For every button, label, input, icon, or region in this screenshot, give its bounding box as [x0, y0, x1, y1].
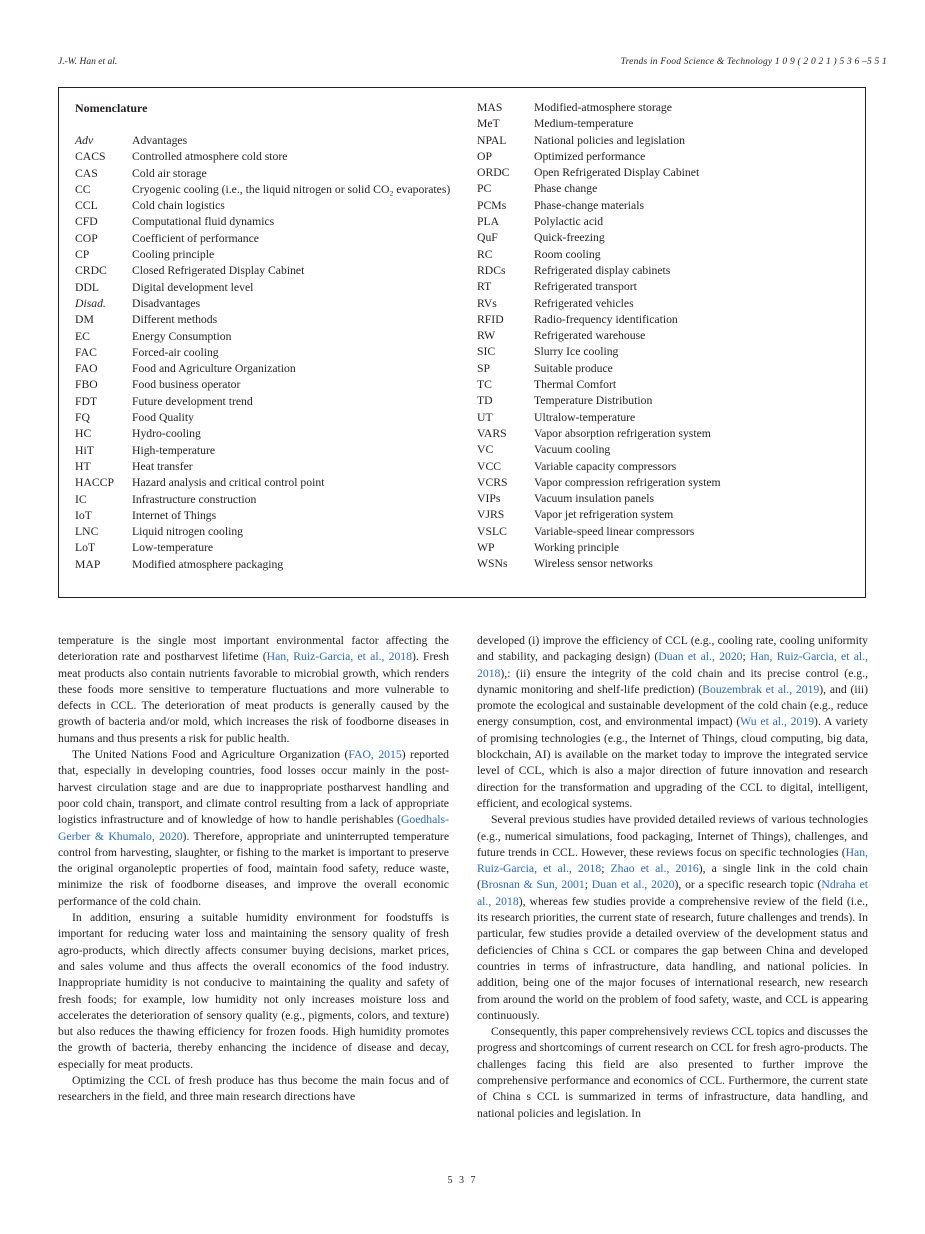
nomenclature-entry — [477, 377, 869, 393]
body-paragraph — [477, 1024, 868, 1122]
nomenclature-abbr: CAS — [75, 166, 98, 180]
body-paragraph — [58, 633, 449, 747]
nomenclature-entry — [75, 231, 467, 247]
nomenclature-entry — [477, 491, 869, 507]
nomenclature-definition: Modified atmosphere packaging — [132, 557, 284, 571]
nomenclature-abbr: CRDC — [75, 264, 107, 278]
nomenclature-definition: Hydro-cooling — [132, 427, 201, 441]
nomenclature-definition: Liquid nitrogen cooling — [132, 525, 244, 539]
nomenclature-entry — [75, 394, 467, 410]
nomenclature-entry — [75, 312, 467, 328]
nomenclature-entry — [75, 329, 467, 345]
nomenclature-entry — [75, 247, 467, 263]
nomenclature-entry — [477, 133, 869, 149]
nomenclature-abbr: RVs — [477, 296, 497, 310]
nomenclature-abbr: RT — [477, 280, 492, 294]
body-paragraph — [477, 633, 868, 812]
nomenclature-abbr: HT — [75, 459, 91, 473]
nomenclature-entry — [75, 263, 467, 279]
nomenclature-definition: Disadvantages — [132, 296, 201, 310]
nomenclature-abbr: FDT — [75, 394, 98, 408]
nomenclature-definition: High-temperature — [132, 443, 216, 457]
nomenclature-title: Nomenclature — [75, 101, 148, 115]
nomenclature-abbr: VCC — [477, 459, 502, 473]
nomenclature-abbr: FAO — [75, 362, 98, 376]
nomenclature-definition: Open Refrigerated Display Cabinet — [534, 166, 700, 180]
nomenclature-abbr: FQ — [75, 411, 90, 425]
nomenclature-entry — [75, 557, 467, 573]
nomenclature-definition: Modified-atmosphere storage — [534, 101, 672, 114]
nomenclature-definition: Cooling principle — [132, 248, 215, 262]
nomenclature-abbr: QuF — [477, 231, 498, 245]
nomenclature-abbr: OP — [477, 149, 492, 163]
nomenclature-entry — [75, 166, 467, 182]
nomenclature-definition: Working principle — [534, 541, 620, 555]
citation-link[interactable]: Wu et al., 2019 — [740, 715, 815, 729]
nomenclature-entry — [477, 181, 869, 197]
nomenclature-definition: Temperature Distribution — [534, 394, 653, 408]
nomenclature-abbr: HC — [75, 427, 92, 441]
nomenclature-entry — [75, 345, 467, 361]
citation-link[interactable]: Ndraha et al., 2018 — [477, 878, 869, 908]
paragraph-text: ), or a specific research topic ( — [674, 878, 822, 892]
nomenclature-abbr: WP — [477, 541, 495, 555]
body-paragraph — [58, 910, 449, 1073]
nomenclature-abbr: CC — [75, 182, 91, 196]
nomenclature-definition: Infrastructure construction — [132, 492, 257, 506]
nomenclature-definition: Vacuum insulation panels — [534, 492, 655, 506]
nomenclature-definition: Variable capacity compressors — [534, 459, 677, 473]
nomenclature-definition: Slurry Ice cooling — [534, 345, 619, 359]
nomenclature-definition: Vapor compression refrigeration system — [534, 475, 721, 489]
nomenclature-entry — [75, 524, 467, 540]
nomenclature-abbr: SIC — [477, 345, 496, 359]
nomenclature-definition: Cryogenic cooling (i.e., the liquid nitrogen or solid CO₂ evaporates) — [132, 182, 451, 196]
citation-link[interactable]: Han, Ruiz-Garcia, et al., 2018 — [477, 650, 869, 680]
paragraph-text: ). Fresh meat products also contain nutrients favorable to microbial growth, which renders these foods more sensitive to temperature fluctuations and more vulnerable to defects in CCL. The deterioration of meat products is generally caused by the growth of bacteria and/or mold, which increases the risk of foodborne diseases in humans and thus presents a risk for public health. — [58, 650, 449, 745]
nomenclature-definition: Radio-frequency identification — [534, 312, 678, 326]
nomenclature-abbr: VJRS — [477, 508, 505, 522]
nomenclature-definition: Ultralow-temperature — [534, 410, 636, 424]
nomenclature-definition: Medium-temperature — [534, 117, 634, 131]
nomenclature-definition: Room cooling — [534, 247, 601, 261]
nomenclature-entry — [75, 540, 467, 556]
paragraph-text: ), whereas few studies provide a comprehensive review of the field (i.e., its research priorities, the current state of research, future challenges and trends). In particular, few studies provide a detailed overview of the development status and deficiencies of China s CCL or compares the gap between China and developed countries in terms of infrastructure, data handling, and national policies. In addition, being one of the major focuses of international research, new research from around the world on the problem of food safety, waste, and CCL is appearing continuously. — [477, 894, 869, 1022]
nomenclature-definition: Wireless sensor networks — [534, 557, 653, 571]
citation-link[interactable]: Han, Ruiz-Garcia, et al., 2018 — [477, 845, 868, 876]
nomenclature-definition: Internet of Things — [132, 508, 217, 522]
nomenclature-entry — [477, 426, 869, 442]
nomenclature-entry — [75, 296, 467, 312]
paragraph-text: ), a single link in the cold chain ( — [477, 862, 868, 892]
nomenclature-abbr: IC — [75, 492, 87, 506]
nomenclature-abbr: RFID — [477, 312, 504, 326]
nomenclature-entry — [75, 182, 467, 198]
nomenclature-entry — [75, 443, 467, 459]
nomenclature-definition: Controlled atmosphere cold store — [132, 150, 288, 164]
nomenclature-definition: Optimized performance — [534, 149, 646, 163]
body-column-left — [58, 633, 449, 1106]
paragraph-text: temperature is the single most important environmental factor affecting the deterioration rate and postharvest lifetime ( — [58, 634, 449, 664]
nomenclature-entry — [75, 492, 467, 508]
nomenclature-abbr: TD — [477, 394, 493, 408]
citation-link[interactable]: Zhao et al., 2016 — [610, 862, 699, 876]
nomenclature-abbr: MAP — [75, 557, 101, 571]
nomenclature-left-column — [75, 133, 467, 573]
nomenclature-abbr: WSNs — [477, 557, 508, 571]
nomenclature-definition: Closed Refrigerated Display Cabinet — [132, 264, 305, 278]
nomenclature-box — [58, 87, 866, 598]
nomenclature-abbr: HiT — [75, 443, 94, 457]
nomenclature-definition: Energy Consumption — [132, 329, 232, 343]
nomenclature-entry — [477, 507, 869, 523]
nomenclature-abbr: DDL — [75, 280, 100, 294]
nomenclature-entry — [477, 165, 869, 181]
nomenclature-definition: Food and Agriculture Organization — [132, 362, 296, 376]
nomenclature-abbr: DM — [75, 313, 94, 327]
nomenclature-abbr: VSLC — [477, 524, 507, 538]
nomenclature-entry — [477, 198, 869, 214]
nomenclature-abbr: MAS — [477, 101, 503, 114]
paragraph-text: The United Nations Food and Agriculture Organization ( — [72, 748, 349, 762]
nomenclature-definition: Computational fluid dynamics — [132, 215, 275, 229]
paragraph-text: ; — [742, 650, 751, 664]
nomenclature-definition: Cold air storage — [132, 166, 207, 180]
nomenclature-definition: Phase-change materials — [534, 198, 645, 212]
paragraph-text: Consequently, this paper comprehensively reviews CCL topics and discusses the progress and shortcomings of current research on CCL for fresh agro-products. The challenges facing this field are also presented to further improve the comprehensive performance and economics of CCL. Furthermore, the current state of China s CCL is summarized in terms of infrastructure, data handling, and national policies and legislation. In — [477, 1025, 868, 1120]
nomenclature-entry — [477, 442, 869, 458]
nomenclature-entry — [477, 100, 869, 116]
nomenclature-abbr: COP — [75, 231, 98, 245]
nomenclature-entry — [477, 410, 869, 426]
nomenclature-definition: Vapor absorption refrigeration system — [534, 426, 711, 440]
nomenclature-abbr: CCL — [75, 199, 98, 213]
nomenclature-abbr: VC — [477, 443, 494, 457]
nomenclature-definition: Forced-air cooling — [132, 345, 219, 359]
nomenclature-definition: Heat transfer — [132, 459, 193, 473]
paragraph-text: ), and (iii) promote the ecological and sustainable development of the cold chain (e.g., reduce energy consumption, cost, and environmental impact) ( — [477, 682, 869, 729]
nomenclature-entry — [477, 312, 869, 328]
nomenclature-definition: Digital development level — [132, 280, 254, 294]
nomenclature-definition: Coefficient of performance — [132, 231, 259, 245]
nomenclature-definition: Refrigerated display cabinets — [534, 263, 671, 277]
citation-link[interactable]: Bouzembrak et al., 2019 — [702, 682, 820, 696]
nomenclature-abbr: FBO — [75, 378, 98, 392]
nomenclature-abbr: VARS — [477, 426, 507, 440]
nomenclature-entry — [75, 410, 467, 426]
nomenclature-definition: Low-temperature — [132, 541, 214, 555]
nomenclature-abbr: VIPs — [477, 492, 501, 506]
paragraph-text: ) reported that, especially in developing countries, food losses occur mainly in the post-harvest circulation stage and are due to inappropriate postharvest handling and poor cold chain, transport, and climate control resulting from a lack of appropriate logistics infrastructure and of knowledge of how to handle perishables ( — [58, 748, 449, 827]
nomenclature-entry — [75, 361, 467, 377]
nomenclature-abbr: TC — [477, 378, 492, 392]
nomenclature-entry — [477, 393, 869, 409]
nomenclature-abbr: RW — [477, 329, 496, 343]
nomenclature-abbr: PLA — [477, 215, 500, 229]
nomenclature-entry — [477, 149, 869, 165]
nomenclature-entry — [477, 556, 869, 572]
nomenclature-definition: Thermal Comfort — [534, 378, 617, 392]
nomenclature-definition: Quick-freezing — [534, 231, 605, 245]
nomenclature-entry — [477, 247, 869, 263]
nomenclature-definition: Food business operator — [132, 378, 241, 392]
nomenclature-entry — [477, 475, 869, 491]
nomenclature-entry — [477, 230, 869, 246]
citation-link[interactable]: Goedhals-Gerber & Khumalo, 2020 — [58, 813, 449, 843]
nomenclature-entry — [477, 459, 869, 475]
paragraph-text: ). A variety of promising technologies (e.g., the Internet of Things, cloud computing, big data, blockchain, AI) is available on the market today to improve the integrated service level of CCL, which is also a major direction of future innovation and research direction for the transformation and upgrading of the CCL to digital, intelligent, efficient, and ecological systems. — [477, 715, 868, 810]
body-paragraph — [477, 812, 868, 1024]
nomenclature-definition: Food Quality — [132, 411, 195, 425]
nomenclature-abbr: MeT — [477, 117, 500, 131]
nomenclature-entry — [477, 296, 869, 312]
nomenclature-definition: Hazard analysis and critical control point — [132, 476, 325, 490]
nomenclature-abbr: CP — [75, 248, 90, 262]
nomenclature-entry — [75, 280, 467, 296]
nomenclature-entry — [75, 214, 467, 230]
citation-link[interactable]: Han, Ruiz-Garcia, et al., 2018 — [266, 650, 412, 664]
body-paragraph — [58, 1073, 449, 1106]
nomenclature-abbr: CACS — [75, 150, 106, 164]
nomenclature-definition: Refrigerated transport — [534, 280, 637, 294]
paragraph-text: Several previous studies have provided detailed reviews of various technologies (e.g., numerical simulations, food packaging, Internet of Things), challenges, and future trends in CCL. However, these reviews focus on specific technologies ( — [477, 813, 868, 859]
nomenclature-abbr: FAC — [75, 345, 97, 359]
nomenclature-abbr: CFD — [75, 215, 98, 229]
nomenclature-entry — [477, 279, 869, 295]
paragraph-text: In addition, ensuring a suitable humidity environment for foodstuffs is important for reducing water loss and maintaining the sensory quality of fresh agro-products, which directly affects consumer buying decisions, market prices, and sales volume and thus affects the overall economics of the food industry. Inappropriate humidity is not conducive to maintaining the quality and safety of fresh foods; for example, low humidity not only increases moisture loss and accelerates the deterioration of sensory quality (e.g., pigments, colors, and texture) but also reduces the thawing efficiency for frozen foods. High humidity promotes the growth of bacteria, thereby enhancing the incidence of disease and decay, especially for meat products. — [58, 911, 449, 1071]
nomenclature-entry — [477, 328, 869, 344]
citation-link[interactable]: Duan et al., 2020 — [658, 650, 743, 664]
paragraph-text: ). Therefore, appropriate and uninterrupted temperature control from harvesting, slaughter, or fishing to the market is important to preserve the original organoleptic properties of food, maintain food safety, reduce waste, minimize the risk of foodborne diseases, and improve the overall economic performance of the cold chain. — [58, 829, 450, 908]
nomenclature-right-column — [477, 100, 869, 573]
nomenclature-entry — [75, 508, 467, 524]
nomenclature-definition: Refrigerated vehicles — [534, 296, 634, 310]
nomenclature-abbr: SP — [477, 361, 491, 375]
paragraph-text: ; — [601, 862, 611, 876]
nomenclature-entry — [477, 116, 869, 132]
nomenclature-definition: National policies and legislation — [534, 133, 685, 147]
nomenclature-entry — [477, 524, 869, 540]
paragraph-text: ; — [584, 878, 592, 892]
nomenclature-entry — [477, 263, 869, 279]
nomenclature-entry — [75, 149, 467, 165]
nomenclature-entry — [75, 377, 467, 393]
nomenclature-definition: Refrigerated warehouse — [534, 329, 646, 343]
nomenclature-entry — [75, 198, 467, 214]
nomenclature-abbr: PC — [477, 182, 492, 196]
citation-link[interactable]: Duan et al., 2020 — [591, 878, 675, 892]
nomenclature-abbr: IoT — [75, 508, 92, 522]
nomenclature-abbr: HACCP — [75, 476, 114, 490]
nomenclature-abbr: UT — [477, 410, 493, 424]
nomenclature-abbr: LoT — [75, 541, 96, 555]
nomenclature-definition: Variable-speed linear compressors — [534, 524, 695, 538]
nomenclature-abbr: PCMs — [477, 198, 507, 212]
nomenclature-entry — [477, 540, 869, 556]
nomenclature-abbr: RC — [477, 247, 493, 261]
nomenclature-definition: Polylactic acid — [534, 215, 604, 229]
citation-link[interactable]: FAO, 2015 — [348, 748, 402, 762]
nomenclature-definition: Future development trend — [132, 394, 253, 408]
nomenclature-definition: Vacuum cooling — [534, 443, 611, 457]
nomenclature-entry — [75, 459, 467, 475]
citation-link[interactable]: Brosnan & Sun, 2001 — [480, 878, 585, 892]
nomenclature-definition: Vapor jet refrigeration system — [534, 508, 674, 522]
nomenclature-definition: Different methods — [132, 313, 218, 327]
nomenclature-definition: Phase change — [534, 182, 598, 196]
nomenclature-entry — [75, 426, 467, 442]
nomenclature-definition: Advantages — [132, 134, 188, 147]
paragraph-text: Optimizing the CCL of fresh produce has thus become the main focus and of researchers in the field, and three main research directions have — [58, 1074, 449, 1104]
body-paragraph — [58, 747, 449, 910]
nomenclature-abbr: ORDC — [477, 166, 510, 180]
nomenclature-abbr: EC — [75, 329, 90, 343]
running-head-authors: J.-W. Han et al. — [58, 57, 118, 67]
nomenclature-entry — [477, 214, 869, 230]
nomenclature-abbr: Adv — [75, 134, 94, 147]
nomenclature-abbr: NPAL — [477, 133, 507, 147]
nomenclature-entry — [75, 475, 467, 491]
nomenclature-entry — [477, 344, 869, 360]
nomenclature-definition: Cold chain logistics — [132, 199, 225, 213]
running-head-journal: Trends in Food Science & Technology 1 0 9 ( 2 0 2 1 ) 5 3 6 –5 5 1 — [620, 57, 887, 67]
nomenclature-abbr: VCRS — [477, 475, 508, 489]
nomenclature-abbr: RDCs — [477, 263, 506, 277]
nomenclature-abbr: Disad. — [75, 296, 106, 310]
nomenclature-abbr: LNC — [75, 525, 99, 539]
paragraph-text: developed (i) improve the efficiency of CCL (e.g., cooling rate, cooling uniformity and stability, and packaging design) ( — [477, 634, 868, 664]
nomenclature-entry — [75, 133, 467, 149]
body-column-right — [477, 633, 868, 1122]
nomenclature-definition: Suitable produce — [534, 361, 613, 375]
nomenclature-entry — [477, 361, 869, 377]
paragraph-text: ),: (ii) ensure the integrity of the cold chain and its precise control (e.g., dynamic monitoring and shelf-life prediction) ( — [477, 666, 868, 696]
page-number: 5 3 7 — [447, 1175, 478, 1186]
